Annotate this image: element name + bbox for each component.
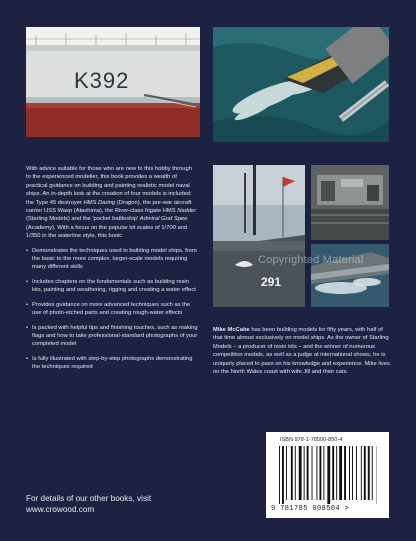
barcode-bar: [352, 446, 353, 500]
barcode-bar: [364, 446, 366, 500]
barcode-bar: [291, 446, 293, 500]
barcode-bar: [336, 446, 337, 500]
intro-segment-italic: Nadder: [177, 208, 197, 215]
intro-paragraph: [26, 165, 198, 241]
publisher-website-link[interactable]: www.crowood.com: [26, 505, 95, 514]
submarine-illustration: [213, 165, 305, 307]
barcode-bar: [344, 446, 346, 500]
barcode-bar: [312, 446, 313, 500]
barcode-bars: [279, 446, 377, 504]
barcode-bar: [332, 446, 334, 500]
intro-segment-italic: Daring: [98, 199, 116, 206]
photo-painting-water: [213, 27, 389, 142]
feature-bullet: • Is fully illustrated with step-by-step photographs demonstrating the techniques required: [26, 355, 198, 372]
feature-bullet: • Provides guidance on more advanced techniques such as the use of photo-etched parts and creating rough-water effects: [26, 301, 198, 318]
barcode-bar: [319, 446, 321, 500]
deck-detail-illustration: [311, 165, 389, 240]
intro-segment: With advice suitable for those who are new to this hobby through to the experienced modeller, this book provides a wealth of practical guidance on building and painting realistic model naval ships. An in-depth look at the creation of four models is included: the Type 45 destroyer HMS: [26, 166, 192, 206]
photo-ship-hull: [26, 27, 200, 137]
barcode-bar: [356, 446, 357, 500]
barcode-bar: [279, 446, 280, 504]
barcode-bar: [307, 446, 309, 500]
isbn-text: ISBN 978-1-78500-850-4: [280, 437, 343, 443]
author-name: Mike McCabe: [213, 327, 250, 333]
publisher-footer: [26, 493, 151, 515]
barcode-bar: [349, 446, 350, 500]
barcode-bar: [316, 446, 317, 500]
description-column: [26, 165, 198, 378]
intro-segment-italic: Admiral Graf Spee: [139, 216, 188, 223]
ship-hull-number: K392: [74, 68, 130, 93]
barcode-bar: [304, 446, 305, 500]
feature-bullet: • Is packed with helpful tips and finishing touches, such as making flags and how to take professional-standard photographs of your completed model: [26, 324, 198, 349]
feature-bullet-list: [26, 247, 198, 372]
barcode-bar: [286, 446, 287, 500]
painting-water-illustration: [213, 27, 389, 142]
barcode-bar: [299, 446, 302, 500]
footer-line-details: For details of our other books, visit: [26, 494, 152, 503]
barcode-number: 9 781785 008504: [271, 505, 341, 513]
barcode-bar: [372, 446, 373, 500]
intro-segment: (Dragon), the pre-war aircraft carrier USS Wasp (Atashima), the River-class frigate HMS: [26, 199, 192, 215]
author-bio-text: has been building models for fifty years, with half of that time almost exclusively on model ships. As the owner of Starling Models – a producer of resin kits – and the winner of numerous competition medals, as well as a judge at international shows, he is uniquely placed to pass on his knowledge and experience. Mike lives on the North Wales coast with wife Jill and their cats.: [213, 327, 390, 376]
feature-bullet: • Includes chapters on the fundamentals such as building resin kits, painting and weathering, rigging and creating a water effect: [26, 278, 198, 295]
isbn-barcode-box: [266, 432, 389, 518]
barcode-bar: [323, 446, 324, 500]
author-bio: [213, 326, 393, 376]
barcode-bar: [282, 446, 284, 504]
photo-deck-detail: [311, 165, 389, 240]
barcode-supplement: >: [344, 505, 350, 513]
barcode-bar: [361, 446, 362, 500]
barcode-bar: [327, 446, 330, 504]
watermark-text: Copyrighted Material: [258, 254, 364, 266]
barcode-bar: [368, 446, 370, 500]
feature-bullet: • Demonstrates the techniques used in building model ships, from the basic to the more complex, larger-scale models requiring many different skills: [26, 247, 198, 272]
photo-submarine: [213, 165, 305, 307]
intro-segment: (Academy). With a focus on the popular kit scales of 1/700 and 1/350 in the waterline style, this book:: [26, 224, 188, 240]
barcode-bar: [339, 446, 342, 500]
barcode-digits: [271, 505, 386, 513]
intro-segment: (Starling Models) and the 'pocket battleship': [26, 216, 140, 223]
submarine-number: 291: [261, 275, 282, 289]
barcode-bar: [295, 446, 296, 500]
